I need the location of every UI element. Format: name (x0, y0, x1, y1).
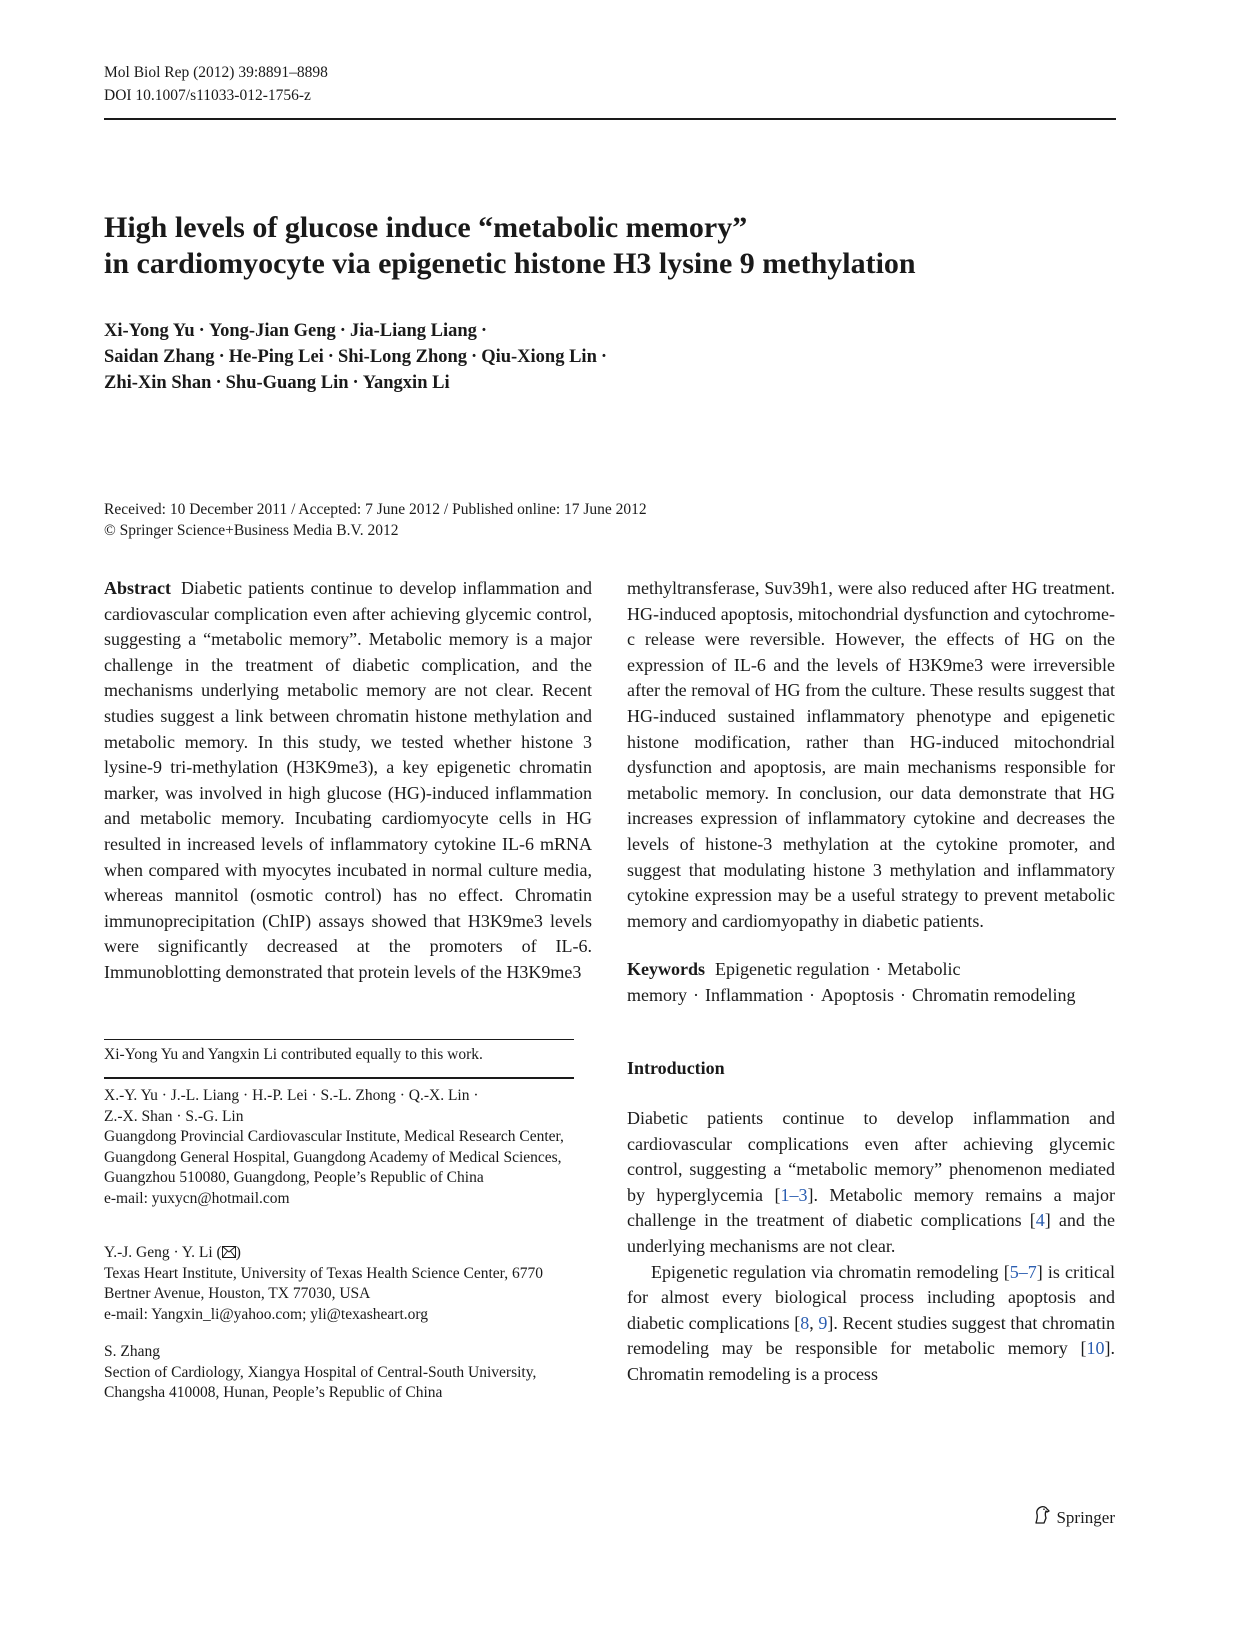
citation-link[interactable]: 5–7 (1009, 1261, 1037, 1282)
author-name: He-Ping Lei (228, 347, 324, 367)
author-name: Qiu-Xiong Lin (481, 347, 597, 367)
journal-citation: Mol Biol Rep (2012) 39:8891–8898 (104, 64, 328, 81)
springer-wordmark: Springer (1056, 1507, 1115, 1527)
doi: DOI 10.1007/s11033-012-1756-z (104, 87, 311, 104)
keyword-separator: · (900, 984, 906, 1005)
springer-horse-icon (1033, 1505, 1051, 1530)
author-name: Yong-Jian Geng (208, 321, 336, 341)
author-separator: · (215, 373, 222, 393)
author-separator: · (327, 347, 334, 367)
keyword: Apoptosis (820, 984, 894, 1005)
keyword: Metabolic memory (627, 959, 961, 1005)
paragraph-text: ] and the underlying mechanisms are not clear. (627, 1210, 1115, 1257)
abstract-text-right: methyltransferase, Suv39h1, were also reduced after HG treatment. HG-induced apoptosis, mitochondrial dysfunction and cytochrome-c release were reversible. However, the effects of HG on the expression of IL-6 and the levels of H3K9me3 were irreversible after the removal of HG from the culture. These results suggest that HG-induced sustained inflammatory phenotype and epigenetic histone modification, rather than HG-induced mitochondrial dysfunction and apoptosis, are main mechanisms responsible for metabolic memory. In conclusion, our data demonstrate that HG increases expression of inflammatory cytokine and decreases the levels of histone-3 methylation at the cytokine promoter, and suggest that modulating histone 3 methylation and inflammatory cytokine expression may be a useful strategy to prevent metabolic memory and cardiomyopathy in diabetic patients. (627, 578, 1115, 931)
citation-link[interactable]: 9 (818, 1312, 828, 1333)
author-name: Zhi-Xin Shan (104, 373, 212, 393)
affiliation-3-institution: Section of Cardiology, Xiangya Hospital of Central-South University, Changsha 410008, Hunan, People’s Republic of China (104, 1363, 537, 1401)
keywords-label: Keywords (627, 959, 705, 980)
keyword-separator: · (808, 984, 815, 1005)
contribution-note: Xi-Yong Yu and Yangxin Li contributed equally to this work. (104, 1046, 483, 1063)
citation-link[interactable]: 8 (800, 1312, 810, 1333)
keyword-separator: · (875, 959, 882, 980)
author-separator: · (339, 321, 346, 341)
affiliation-1-email: e-mail: yuxycn@hotmail.com (104, 1189, 290, 1207)
author-name: Saidan Zhang (104, 347, 215, 367)
affiliation-1-names-2: Z.-X. Shan · S.-G. Lin (104, 1107, 244, 1125)
paragraph-text: ]. Recent studies suggest that chromatin remodeling may be responsible for metabolic memory [ (627, 1312, 1116, 1359)
affiliation-3 (104, 1342, 574, 1404)
article-title (104, 210, 1144, 282)
citation-link[interactable]: 1–3 (780, 1184, 808, 1205)
author-separator: · (480, 321, 488, 341)
paragraph-text: ] is critical for almost every biological process including apoptosis and diabetic complications [ (627, 1261, 1115, 1333)
author-name: Shu-Guang Lin (225, 373, 349, 393)
author-separator: · (198, 321, 205, 341)
author-list (104, 318, 1104, 396)
citation-link[interactable]: 4 (1035, 1210, 1045, 1231)
author-line-1 (104, 318, 1104, 344)
author-name: Yangxin Li (362, 373, 450, 393)
title-line-1: High levels of glucose induce “metabolic memory” (104, 211, 748, 244)
paragraph-text: Epigenetic regulation via chromatin remodeling [ (651, 1261, 1010, 1282)
footnote-rule-top (104, 1039, 574, 1040)
right-column (627, 576, 1115, 1388)
author-separator: · (600, 347, 608, 367)
keyword: Epigenetic regulation (715, 959, 870, 980)
affiliation-2-institution: Texas Heart Institute, University of Texas Health Science Center, 6770 Bertner Avenue, Houston, TX 77030, USA (104, 1264, 543, 1302)
affiliation-1-names-1: X.-Y. Yu · J.-L. Liang · H.-P. Lei · S.-L. Zhong · Q.-X. Lin · (104, 1087, 479, 1104)
abstract-label: Abstract (104, 578, 171, 598)
paragraph-text: Diabetic patients continue to develop inflammation and cardiovascular complications even after achieving glycemic control, suggesting a “metabolic memory” phenomenon mediated by hyperglycemia [ (627, 1108, 1115, 1205)
citation-link[interactable]: 10 (1086, 1338, 1105, 1359)
affiliation-2-names: Y.-J. Geng · Y. Li ( ) (104, 1244, 241, 1261)
received-accepted-published: Received: 10 December 2011 / Accepted: 7 June 2012 / Published online: 17 June 2012 (104, 501, 647, 518)
paragraph-text: ]. Metabolic memory remains a major challenge in the treatment of diabetic complications [ (627, 1184, 1115, 1231)
introduction-paragraph-1 (627, 1106, 1115, 1260)
introduction-paragraph-2 (627, 1260, 1115, 1388)
author-line-3 (104, 370, 1104, 396)
author-separator: · (352, 373, 359, 393)
author-name: Shi-Long Zhong (337, 347, 468, 367)
paragraph-text: ]. Chromatin remodeling is a process (627, 1338, 1115, 1385)
abstract-left (104, 576, 592, 986)
keyword-separator: · (693, 984, 699, 1005)
keywords (627, 957, 1115, 1008)
author-name: Jia-Liang Liang (349, 321, 477, 341)
affiliation-2-email: e-mail: Yangxin_li@yahoo.com; yli@texasheart.org (104, 1305, 429, 1323)
author-line-2 (104, 344, 1104, 370)
envelope-icon (222, 1244, 236, 1261)
footnote-rule-bottom (104, 1077, 574, 1079)
paragraph-text: , (809, 1312, 819, 1333)
affiliation-2 (104, 1243, 574, 1325)
keyword: Chromatin remodeling (912, 984, 1076, 1005)
keyword: Inflammation (705, 984, 803, 1005)
affiliation-1 (104, 1086, 574, 1209)
affiliation-1-institution: Guangdong Provincial Cardiovascular Institute, Medical Research Center, Guangdong General Hospital, Guangdong Academy of Medical Sciences, Guangzhou 510080, Guangdong, People’s Republic of China (104, 1128, 564, 1186)
author-separator: · (471, 347, 478, 367)
title-line-2: in cardiomyocyte via epigenetic histone H3 lysine 9 methylation (104, 247, 916, 280)
copyright: © Springer Science+Business Media B.V. 2012 (104, 522, 399, 539)
springer-logo (1033, 1505, 1115, 1530)
author-separator: · (218, 347, 225, 367)
header-rule (104, 118, 1116, 120)
introduction-heading: Introduction (627, 1057, 725, 1078)
abstract-text-left: Diabetic patients continue to develop inflammation and cardiovascular complication even after achieving glycemic control, suggesting a “metabolic memory”. Metabolic memory is a major challenge in the treatment of diabetic complication, and the mechanisms underlying metabolic memory are not clear. Recent studies suggest a link between chromatin histone methylation and metabolic memory. In this study, we tested whether histone 3 lysine-9 tri-methylation (H3K9me3), a key epigenetic chromatin marker, was involved in high glucose (HG)-induced inflammation and metabolic memory. Incubating cardiomyocyte cells in HG resulted in increased levels of inflammatory cytokine IL-6 mRNA when compared with myocytes incubated in normal culture media, whereas mannitol (osmotic control) has no effect. Chromatin immunoprecipitation (ChIP) assays showed that H3K9me3 levels were significantly decreased at the promoters of IL-6. Immunoblotting demonstrated that protein levels of the H3K9me3 (104, 578, 592, 982)
affiliation-3-names: S. Zhang (104, 1343, 160, 1360)
author-name: Xi-Yong Yu (104, 321, 195, 341)
publication-dates (104, 499, 647, 541)
